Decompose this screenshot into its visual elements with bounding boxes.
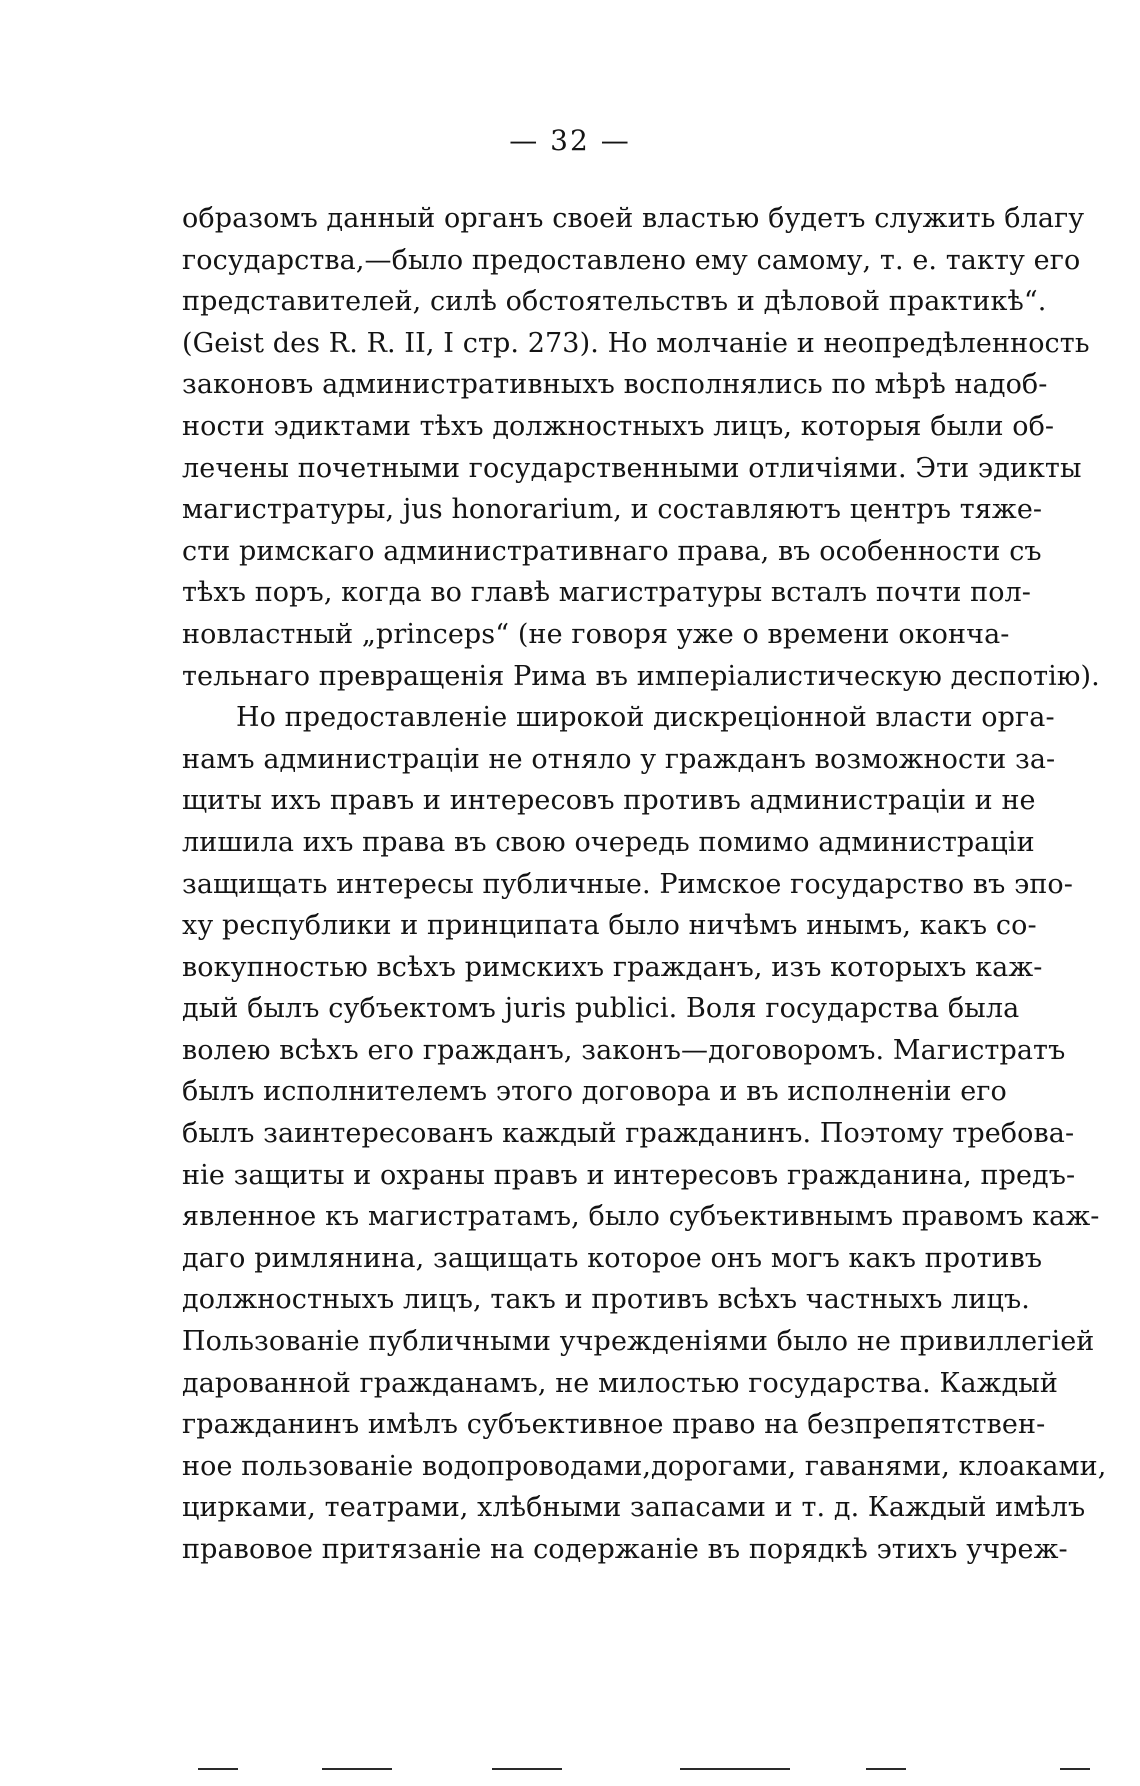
text-line: волею всѣхъ его гражданъ, законъ—договоромъ. Магистратъ — [182, 1034, 1066, 1066]
footer-rules — [0, 1768, 1140, 1772]
text-line: щиты ихъ правъ и интересовъ противъ администраціи и не — [182, 785, 1036, 817]
paragraph-first-line: Но предоставленіе широкой дискреціонной власти орга- — [236, 702, 1055, 734]
text-line: государства,—было предоставлено ему самому, т. е. такту его — [182, 244, 1081, 276]
text-line: лишила ихъ права въ свою очередь помимо администраціи — [182, 826, 1035, 858]
text-line: былъ заинтересованъ каждый гражданинъ. Поэтому требова- — [182, 1118, 1075, 1150]
footer-rule — [322, 1768, 392, 1770]
text-line: даго римлянина, защищать которое онъ могъ какъ противъ — [182, 1242, 1043, 1274]
text-line: новластный „princeps“ (не говоря уже о времени оконча- — [182, 618, 1010, 650]
text-line: гражданинъ имѣлъ субъективное право на безпрепятствен- — [182, 1409, 1046, 1441]
text-line: ное пользованіе водопроводами,дорогами, гаванями, клоаками, — [182, 1450, 1107, 1482]
footer-rule — [1060, 1768, 1090, 1770]
text-line: вокупностью всѣхъ римскихъ гражданъ, изъ которыхъ каж- — [182, 951, 1043, 983]
text-line: цирками, театрами, хлѣбными запасами и т. д. Каждый имѣлъ — [182, 1492, 1086, 1524]
footer-rule — [198, 1768, 238, 1770]
text-line: явленное къ магистратамъ, было субъективнымъ правомъ каж- — [182, 1201, 1100, 1233]
page-number: — 32 — — [509, 124, 631, 157]
text-line: дарованной гражданамъ, не милостью государства. Каждый — [182, 1367, 1058, 1399]
text-line: защищать интересы публичные. Римское государство въ эпо- — [182, 868, 1074, 900]
text-line: тѣхъ поръ, когда во главѣ магистратуры всталъ почти пол- — [182, 577, 1032, 609]
text-line: (Geist des R. R. II, I стр. 273). Но молчаніе и неопредѣленность — [182, 327, 1090, 359]
text-line: ху республики и принципата было ничѣмъ инымъ, какъ со- — [182, 910, 1037, 942]
text-line: законовъ административныхъ восполнялись по мѣрѣ надоб- — [182, 369, 1048, 401]
body-text — [182, 198, 1107, 1571]
text-line: тельнаго превращенія Рима въ имперіалистическую деспотію). — [182, 660, 1100, 692]
text-line: магистратуры, jus honorarium, и составляютъ центръ тяже- — [182, 494, 1043, 526]
text-line: ніе защиты и охраны правъ и интересовъ гражданина, предъ- — [182, 1159, 1076, 1191]
text-line: дый былъ субъектомъ juris publici. Воля государства была — [182, 993, 1020, 1025]
text-line: правовое притязаніе на содержаніе въ порядкѣ этихъ учреж- — [182, 1534, 1068, 1565]
text-line: намъ администраціи не отняло у гражданъ возможности за- — [182, 743, 1056, 775]
text-line: представителей, силѣ обстоятельствъ и дѣловой практикѣ“. — [182, 286, 1047, 318]
text-line: лечены почетными государственными отличіями. Эти эдикты — [182, 452, 1082, 484]
footer-rule — [492, 1768, 562, 1770]
text-line: сти римскаго административнаго права, въ особенности съ — [182, 535, 1042, 567]
text-line: должностныхъ лицъ, такъ и противъ всѣхъ частныхъ лицъ. — [182, 1284, 1030, 1316]
footer-rule — [866, 1768, 906, 1770]
text-line: былъ исполнителемъ этого договора и въ исполненіи его — [182, 1076, 1007, 1108]
text-line: Пользованіе публичными учрежденіями было не привиллегіей — [182, 1326, 1095, 1358]
footer-rule — [680, 1768, 790, 1770]
text-line: образомъ данный органъ своей властью будетъ служить благу — [182, 203, 1085, 234]
text-line: ности эдиктами тѣхъ должностныхъ лицъ, которыя были об- — [182, 410, 1055, 442]
